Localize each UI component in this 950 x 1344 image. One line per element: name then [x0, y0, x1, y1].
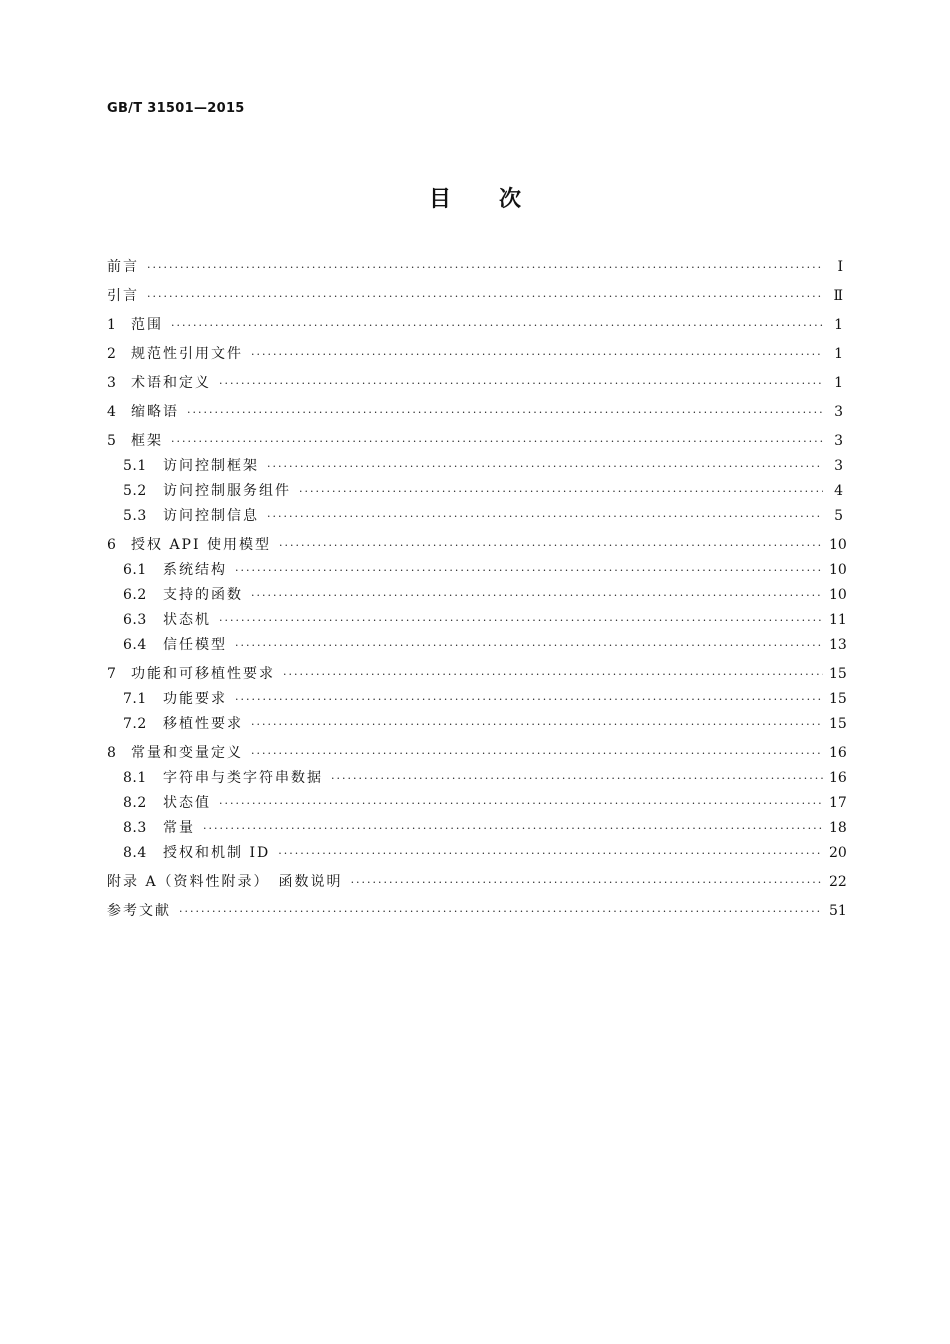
- toc-entry-label: 访问控制框架: [163, 458, 259, 474]
- dot-leader: [251, 715, 823, 734]
- toc-entry[interactable]: [107, 769, 847, 788]
- toc-entry-page: 3: [834, 404, 843, 420]
- toc-entry-label: 常量和变量定义: [131, 745, 243, 761]
- toc-entry[interactable]: [107, 844, 847, 863]
- toc-entry-number: 8.2: [123, 795, 147, 811]
- toc-entry-number: 7.2: [123, 716, 147, 732]
- toc-entry[interactable]: [107, 665, 847, 684]
- toc-entry-page: 20: [829, 845, 847, 861]
- toc-entry[interactable]: [107, 561, 847, 580]
- dot-leader: [171, 432, 823, 451]
- toc-entry[interactable]: [107, 432, 843, 451]
- toc-entry[interactable]: [107, 794, 847, 813]
- toc-entry[interactable]: [107, 744, 847, 763]
- toc-entry-number: 5.2: [123, 483, 147, 499]
- toc-entry[interactable]: [107, 482, 843, 501]
- toc-entry-page: 1: [834, 375, 843, 391]
- toc-entry-label: 字符串与类字符串数据: [163, 770, 323, 786]
- toc-entry[interactable]: [107, 586, 847, 605]
- toc-entry-page: 11: [829, 612, 847, 628]
- toc-entry-label: 访问控制信息: [163, 508, 259, 524]
- toc-entry-label: 信任模型: [163, 637, 227, 653]
- toc-entry-page: 10: [829, 562, 847, 578]
- toc-entry-number: 2: [107, 346, 117, 362]
- toc-entry[interactable]: [107, 536, 847, 555]
- toc-entry-page: 51: [829, 903, 847, 919]
- toc-entry[interactable]: [107, 345, 843, 364]
- dot-leader: [219, 374, 823, 393]
- toc-entry-number: 5.1: [123, 458, 147, 474]
- toc-entry-label: 范围: [131, 317, 163, 333]
- toc-entry-label: 移植性要求: [163, 716, 243, 732]
- toc-entry-number: 6.4: [123, 637, 147, 653]
- toc-entry-number: 6.2: [123, 587, 147, 603]
- toc-entry[interactable]: [107, 316, 843, 335]
- toc-entry-number: 5: [107, 433, 117, 449]
- dot-leader: [235, 561, 823, 580]
- toc-entry-number: 4: [107, 404, 117, 420]
- toc-entry-number: 8.4: [123, 845, 147, 861]
- table-of-contents: [107, 258, 847, 921]
- toc-entry-page: 15: [829, 716, 847, 732]
- toc-entry-number: 7: [107, 666, 117, 682]
- toc-entry[interactable]: [107, 457, 843, 476]
- toc-entry[interactable]: [107, 636, 847, 655]
- dot-leader: [203, 819, 823, 838]
- dot-leader: [187, 403, 823, 422]
- toc-entry-page: Ⅰ: [837, 259, 843, 275]
- dot-leader: [219, 794, 823, 813]
- dot-leader: [283, 665, 823, 684]
- toc-entry-label: 系统结构: [163, 562, 227, 578]
- toc-entry-label: 参考文献: [107, 903, 171, 919]
- toc-entry-page: 1: [834, 317, 843, 333]
- dot-leader: [279, 536, 823, 555]
- toc-entry-label: 框架: [131, 433, 163, 449]
- toc-entry-page: 15: [829, 666, 847, 682]
- toc-entry-page: 1: [834, 346, 843, 362]
- standard-code: GB/T 31501—2015: [107, 101, 245, 116]
- toc-entry-page: Ⅱ: [833, 288, 843, 304]
- toc-entry-page: 3: [834, 433, 843, 449]
- toc-entry-number: 8.1: [123, 770, 147, 786]
- toc-entry[interactable]: [107, 374, 843, 393]
- toc-entry-number: 3: [107, 375, 117, 391]
- toc-entry-label: 授权和机制 ID: [163, 845, 271, 861]
- dot-leader: [351, 873, 823, 892]
- toc-entry-page: 13: [829, 637, 847, 653]
- toc-entry[interactable]: [107, 819, 847, 838]
- toc-entry-number: 6.1: [123, 562, 147, 578]
- toc-entry[interactable]: [107, 902, 847, 921]
- dot-leader: [171, 316, 823, 335]
- dot-leader: [299, 482, 823, 501]
- toc-entry-page: 10: [829, 537, 847, 553]
- toc-entry-label: 功能和可移植性要求: [131, 666, 275, 682]
- toc-entry-number: 8.3: [123, 820, 147, 836]
- toc-entry[interactable]: [107, 507, 843, 526]
- toc-entry-number: 8: [107, 745, 117, 761]
- toc-entry-label: 支持的函数: [163, 587, 243, 603]
- toc-entry-label: 附录 A（资料性附录） 函数说明: [107, 874, 343, 890]
- toc-entry-page: 15: [829, 691, 847, 707]
- dot-leader: [219, 611, 823, 630]
- dot-leader: [251, 345, 823, 364]
- toc-entry-label: 授权 API 使用模型: [131, 537, 271, 553]
- toc-entry[interactable]: [107, 873, 847, 892]
- dot-leader: [251, 586, 823, 605]
- toc-entry[interactable]: [107, 258, 843, 277]
- toc-entry[interactable]: [107, 715, 847, 734]
- toc-entry-number: 5.3: [123, 508, 147, 524]
- toc-entry-label: 功能要求: [163, 691, 227, 707]
- toc-entry-page: 22: [829, 874, 847, 890]
- dot-leader: [267, 507, 823, 526]
- toc-entry-page: 18: [829, 820, 847, 836]
- toc-entry[interactable]: [107, 287, 843, 306]
- toc-entry-label: 前言: [107, 259, 139, 275]
- toc-entry-label: 常量: [163, 820, 195, 836]
- dot-leader: [278, 844, 823, 863]
- toc-entry-page: 16: [829, 745, 847, 761]
- toc-entry-number: 1: [107, 317, 117, 333]
- dot-leader: [179, 902, 823, 921]
- toc-entry-page: 4: [834, 483, 843, 499]
- dot-leader: [331, 769, 823, 788]
- toc-entry-label: 术语和定义: [131, 375, 211, 391]
- dot-leader: [251, 744, 823, 763]
- dot-leader: [267, 457, 823, 476]
- toc-entry-page: 3: [834, 458, 843, 474]
- dot-leader: [147, 258, 823, 277]
- dot-leader: [235, 636, 823, 655]
- toc-entry-page: 17: [829, 795, 847, 811]
- toc-entry-label: 状态机: [163, 612, 211, 628]
- toc-entry[interactable]: [107, 403, 843, 422]
- toc-entry-label: 引言: [107, 288, 139, 304]
- toc-entry-page: 10: [829, 587, 847, 603]
- page-title: 目次: [428, 187, 569, 212]
- toc-entry-number: 6.3: [123, 612, 147, 628]
- toc-entry-page: 16: [829, 770, 847, 786]
- toc-entry-label: 缩略语: [131, 404, 179, 420]
- toc-entry-label: 访问控制服务组件: [163, 483, 291, 499]
- toc-entry-label: 规范性引用文件: [131, 346, 243, 362]
- dot-leader: [235, 690, 823, 709]
- toc-entry-number: 7.1: [123, 691, 147, 707]
- toc-entry-page: 5: [834, 508, 843, 524]
- dot-leader: [147, 287, 823, 306]
- toc-entry[interactable]: [107, 611, 847, 630]
- toc-entry-label: 状态值: [163, 795, 211, 811]
- toc-entry[interactable]: [107, 690, 847, 709]
- toc-entry-number: 6: [107, 537, 117, 553]
